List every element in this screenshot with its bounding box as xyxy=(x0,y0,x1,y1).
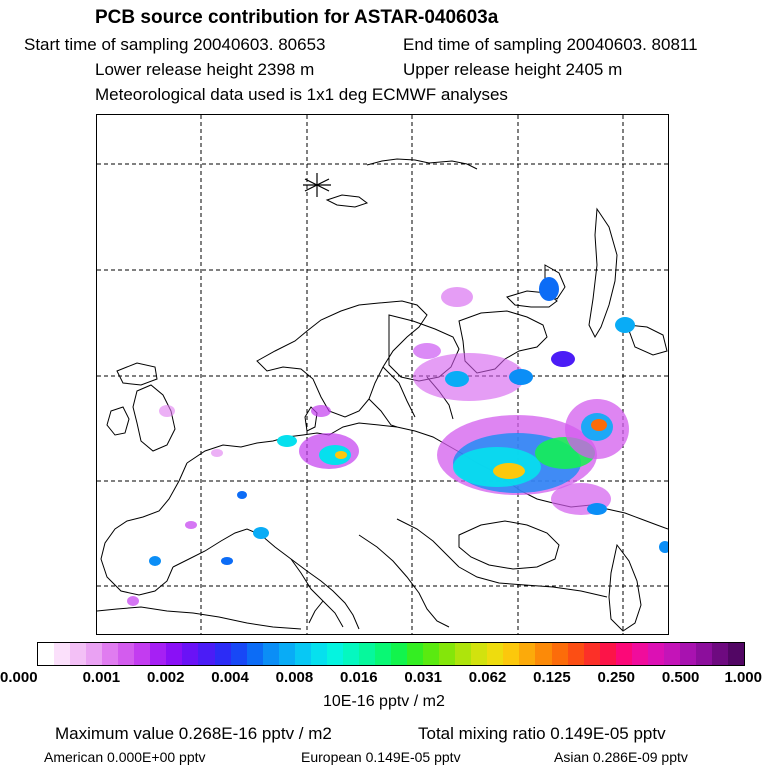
met-data-label: Meteorological data used is 1x1 deg ECMWF analyses xyxy=(95,85,508,104)
upper-release-label: Upper release height 2405 m xyxy=(403,60,623,79)
colorbar-cell xyxy=(439,643,455,665)
colorbar-tick-label: 0.001 xyxy=(82,669,121,686)
colorbar-tick-label: 0.031 xyxy=(404,669,442,686)
colorbar-cell xyxy=(311,643,327,665)
colorbar-cell xyxy=(38,643,54,665)
colorbar-cell xyxy=(568,643,584,665)
colorbar-tick-label: 0.500 xyxy=(661,669,700,686)
end-time-label: End time of sampling 20040603. 80811 xyxy=(403,35,698,54)
european-label: European 0.149E-05 pptv xyxy=(301,749,461,765)
colorbar-cell xyxy=(712,643,728,665)
coastlines xyxy=(97,159,668,631)
colorbar-cell xyxy=(423,643,439,665)
colorbar-units: 10E-16 pptv / m2 xyxy=(323,693,445,710)
colorbar-cell xyxy=(70,643,86,665)
max-value-label: Maximum value 0.268E-16 pptv / m2 xyxy=(55,724,332,743)
colorbar-cell xyxy=(632,643,648,665)
colorbar-cell xyxy=(455,643,471,665)
colorbar-cell xyxy=(648,643,664,665)
total-mixing-label: Total mixing ratio 0.149E-05 pptv xyxy=(418,724,666,743)
start-time-label: Start time of sampling 20040603. 80653 xyxy=(24,35,326,54)
grid-lines xyxy=(97,115,668,634)
colorbar-cell xyxy=(166,643,182,665)
colorbar-cell xyxy=(519,643,535,665)
colorbar-tick-label: 0.000 xyxy=(0,669,38,686)
colorbar-cell xyxy=(680,643,696,665)
colorbar-cell xyxy=(664,643,680,665)
colorbar xyxy=(37,642,745,666)
colorbar-cell xyxy=(359,643,375,665)
colorbar-cell xyxy=(215,643,231,665)
colorbar-cell xyxy=(535,643,551,665)
colorbar-tick-label: 0.008 xyxy=(275,669,314,686)
colorbar-cell xyxy=(102,643,118,665)
colorbar-cell xyxy=(407,643,423,665)
colorbar-cell xyxy=(600,643,616,665)
map-panel xyxy=(96,114,669,635)
colorbar-cell xyxy=(471,643,487,665)
colorbar-cell xyxy=(728,643,744,665)
asian-label: Asian 0.286E-09 pptv xyxy=(554,749,688,765)
colorbar-tick-label: 0.062 xyxy=(468,669,507,686)
colorbar-cell xyxy=(198,643,214,665)
plume-layer xyxy=(127,277,668,606)
colorbar-tick-label: 0.016 xyxy=(340,669,378,686)
colorbar-cell xyxy=(279,643,295,665)
colorbar-tick-label: 0.250 xyxy=(597,669,636,686)
colorbar-tick-label: 1.000 xyxy=(724,669,762,686)
colorbar-cell xyxy=(696,643,712,665)
colorbar-cell xyxy=(86,643,102,665)
american-label: American 0.000E+00 pptv xyxy=(44,749,206,765)
colorbar-cell xyxy=(182,643,198,665)
colorbar-cell xyxy=(552,643,568,665)
colorbar-cell xyxy=(134,643,150,665)
chart-title: PCB source contribution for ASTAR-040603a xyxy=(95,7,499,28)
colorbar-cell xyxy=(391,643,407,665)
colorbar-cell xyxy=(295,643,311,665)
colorbar-tick-label: 0.125 xyxy=(533,669,571,686)
colorbar-tick-label: 0.004 xyxy=(211,669,249,686)
colorbar-cell xyxy=(54,643,70,665)
colorbar-cell xyxy=(584,643,600,665)
colorbar-cell xyxy=(503,643,519,665)
colorbar-cell xyxy=(247,643,263,665)
colorbar-cell xyxy=(327,643,343,665)
colorbar-cell xyxy=(118,643,134,665)
map-canvas xyxy=(97,115,668,634)
colorbar-cell xyxy=(150,643,166,665)
colorbar-cell xyxy=(231,643,247,665)
colorbar-cell xyxy=(375,643,391,665)
colorbar-tick-label: 0.002 xyxy=(146,669,185,686)
colorbar-cell xyxy=(616,643,632,665)
colorbar-cell xyxy=(343,643,359,665)
lower-release-label: Lower release height 2398 m xyxy=(95,60,315,79)
colorbar-cell xyxy=(487,643,503,665)
colorbar-cell xyxy=(263,643,279,665)
